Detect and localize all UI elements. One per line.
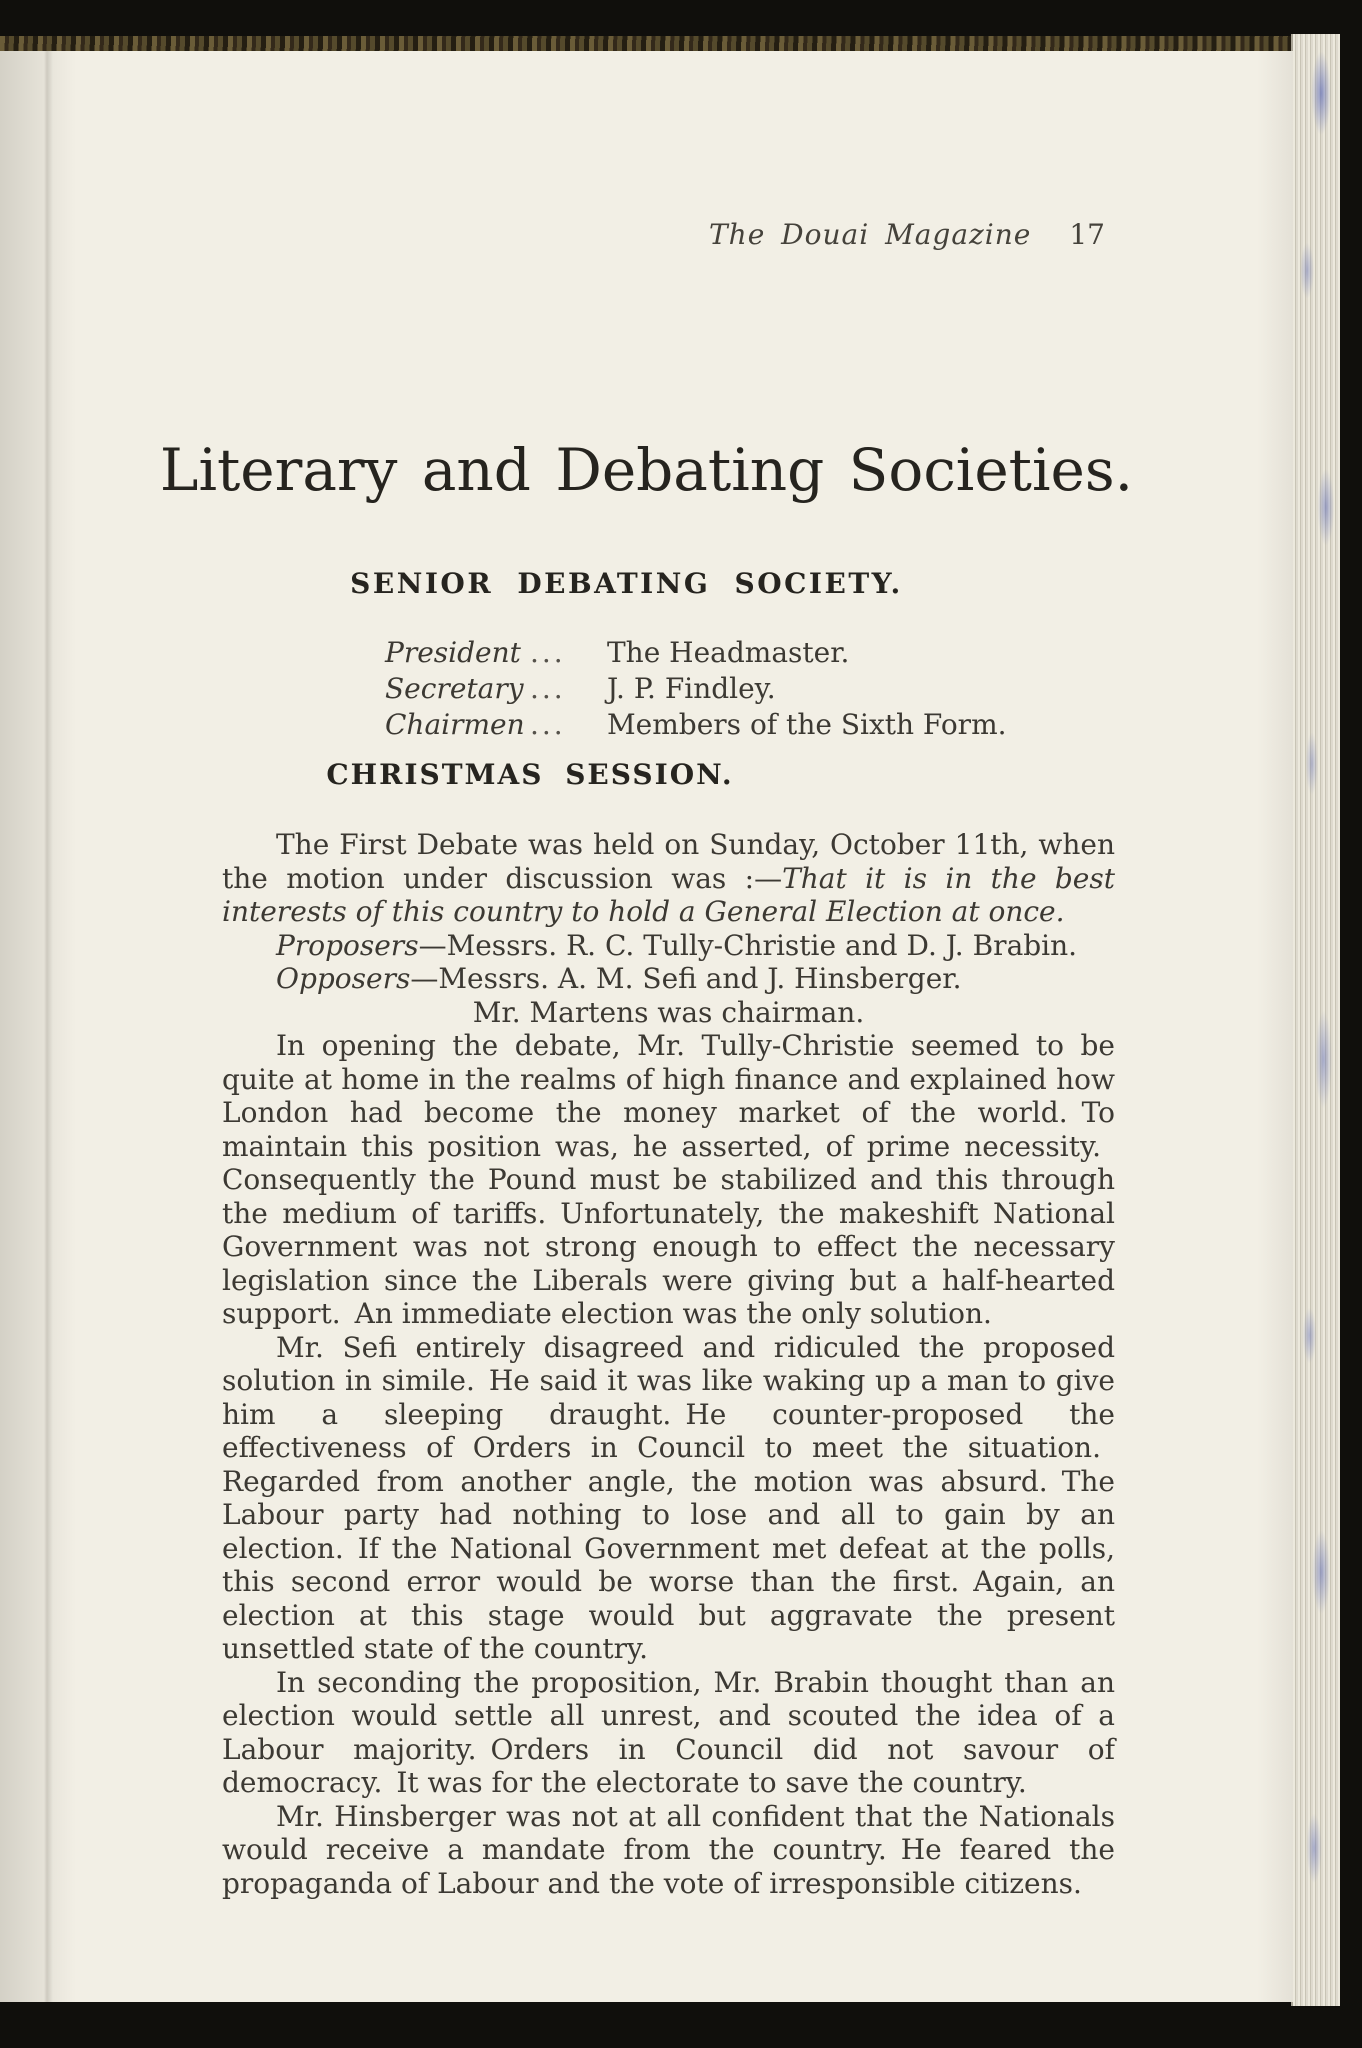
book-cover-edge: [0, 36, 1300, 51]
officer-role: Secretary: [385, 672, 524, 705]
officer-name: Members of the Sixth Form.: [607, 708, 1007, 741]
officer-dots: ...: [530, 636, 566, 669]
officers-list: [385, 635, 1007, 743]
opposers-line: [222, 962, 1115, 996]
officer-role: Chairmen: [385, 708, 525, 741]
officer-dots: ...: [530, 672, 566, 705]
body-paragraph: Mr. Sefi entirely disagreed and ridiculed the proposed solution in simile. He said it was like waking up a man to give him a sleeping draught. He counter-proposed the effectiveness of Orders in Council to meet the situation. Regarded from another angle, the motion was absurd. The Labour party had nothing to lose and all to gain by an election. If the National Government met defeat at the polls, this second error would be worse than the first. Again, an election at this stage would but aggravate the present unsettled state of the country.: [222, 1330, 1115, 1665]
opposers-names: —Messrs. A. M. Sefi and J. Hinsberger.: [410, 962, 962, 995]
magazine-title: The Douai Magazine: [709, 218, 1032, 251]
article-title: Literary and Debating Societies.: [159, 436, 1134, 504]
officer-name: J. P. Findley.: [607, 672, 776, 705]
proposers-names: —Messrs. R. C. Tully-Christie and D. J. Brabin.: [418, 928, 1078, 962]
page-fore-edges: [1291, 34, 1340, 2006]
body-paragraph: Mr. Hinsberger was not at all confident that the Nationals would receive a mandate from the country. He feared the propaganda of Labour and the vote of irresponsible citizens.: [222, 1799, 1115, 1900]
article-body: [222, 828, 1115, 1900]
intro-lead: The First Debate was held on Sunday, October 11th, when the motion under discussion was :—: [222, 828, 1115, 895]
proposers-line: [222, 929, 1115, 963]
page-number: 17: [1069, 218, 1105, 251]
officer-role: President: [385, 636, 521, 669]
running-header: [222, 218, 1105, 251]
officer-row-president: [385, 635, 1007, 671]
proposers-label: Proposers: [276, 928, 419, 962]
body-paragraph: In seconding the proposition, Mr. Brabin thought than an election would settle all unrest, and scouted the idea of a Labour majority. Orders in Council did not savour of democracy. It was for the electorate to save the country.: [222, 1665, 1115, 1799]
officer-name: The Headmaster.: [607, 636, 850, 669]
body-paragraph: In opening the debate, Mr. Tully-Christie seemed to be quite at home in the realms of high finance and explained how London had become the money market of the world. To maintain this position was, he asserted, of prime necessity. Consequently the Pound must be stabilized and this through the medium of tariffs. Unfortunately, the makeshift National Government was not strong enough to effect the necessary legislation since the Liberals were giving but a half-hearted support. An immediate election was the only solution.: [222, 1029, 1115, 1330]
opposers-label: Opposers: [276, 962, 411, 995]
section-heading: SENIOR DEBATING SOCIETY.: [350, 567, 903, 600]
officer-dots: ...: [530, 708, 566, 741]
session-heading: CHRISTMAS SESSION.: [326, 758, 734, 791]
intro-paragraph: [222, 828, 1115, 929]
officer-row-chairmen: [385, 707, 1007, 743]
officer-row-secretary: [385, 671, 1007, 707]
chairman-note: Mr. Martens was chairman.: [472, 995, 865, 1029]
motion-text: That it is in the best interests of this country to hold a General Election at once.: [222, 861, 1115, 928]
magazine-page: [0, 51, 1293, 2002]
